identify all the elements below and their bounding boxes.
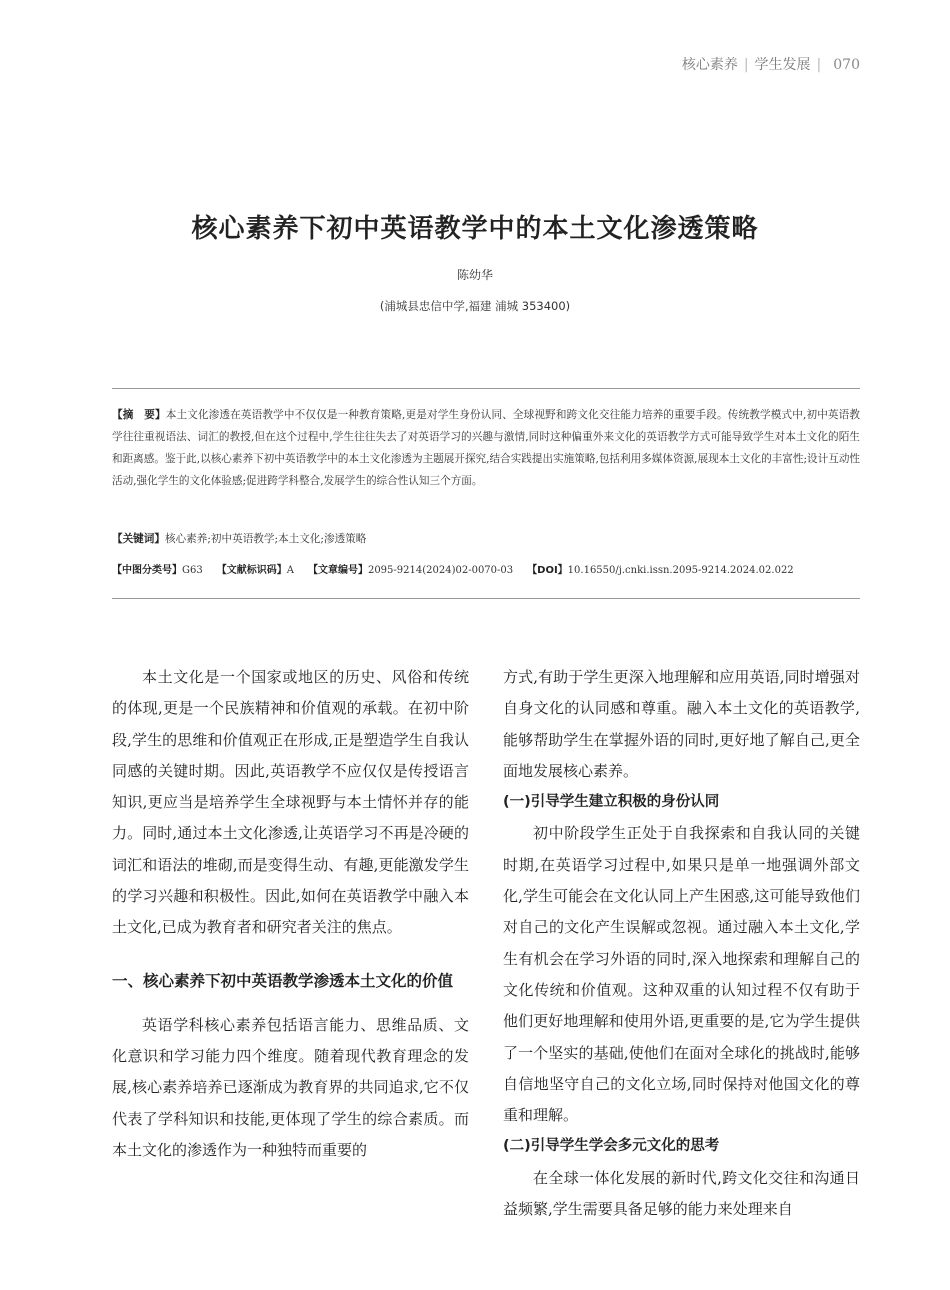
header-tag-1: 核心素养 (681, 57, 738, 73)
author-affiliation: (浦城县忠信中学,福建 浦城 353400) (379, 299, 571, 313)
body-paragraph: 初中阶段学生正处于自我探索和自我认同的关键时期,在英语学习过程中,如果只是单一地强调外部文化,学生可能会在文化认同上产生困惑,这可能导致他们对自己的文化产生误解或忽视。通过融入本土文化,学生有机会在学习外语的同时,深入地探索和理解自己的文化传统和价值观。这种双重的认知过程不仅有助于他们更好地理解和使用外语,更重要的是,它为学生提供了一个坚实的基础,使他们在面对全球化的挑战时,能够自信地坚守自己的文化立场,同时保持对他国文化的尊重和理解。 (503, 824, 860, 1125)
keywords-label: 【关键词】 (112, 533, 165, 545)
clc-value: G63 (182, 565, 203, 576)
doc-code-value: A (286, 565, 294, 576)
subsection-heading: (一)引导学生建立积极的身份认同 (503, 794, 720, 811)
header-tag-2: 学生发展 (754, 57, 811, 73)
bottom-divider (112, 598, 860, 599)
right-column (503, 662, 860, 1225)
top-divider (112, 388, 860, 389)
body-paragraph: 在全球一体化发展的新时代,跨文化交往和沟通日益频繁,学生需要具备足够的能力来处理来自 (503, 1168, 860, 1219)
subsection-heading: (二)引导学生学会多元文化的思考 (503, 1138, 720, 1155)
classification-meta (112, 561, 860, 576)
doc-code-label: 【文献标识码】 (216, 565, 287, 576)
clc-label: 【中图分类号】 (112, 565, 182, 576)
article-title: 核心素养下初中英语教学中的本土文化渗透策略 (191, 214, 759, 244)
abstract (112, 404, 860, 492)
header-separator: | (743, 57, 749, 73)
body-paragraph: 英语学科核心素养包括语言能力、思维品质、文化意识和学习能力四个维度。随着现代教育理念的发展,核心素养培养已逐渐成为教育界的共同追求,它不仅代表了学科知识和技能,更体现了学生的综合素质。而本土文化的渗透作为一种独特而重要的 (112, 1015, 469, 1159)
doi-value: 10.16550/j.cnki.issn.2095-9214.2024.02.022 (567, 565, 794, 576)
page-number: 070 (833, 57, 860, 73)
abstract-text: 本土文化渗透在英语教学中不仅仅是一种教育策略,更是对学生身份认同、全球视野和跨文化交往能力培养的重要手段。传统教学模式中,初中英语教学往往重视语法、词汇的教授,但在这个过程中,学生往往失去了对英语学习的兴趣与激情,同时这种偏重外来文化的英语教学方式可能导致学生对本土文化的陌生和距离感。鉴于此,以核心素养下初中英语教学中的本土文化渗透为主题展开探究,结合实践提出实施策略,包括利用多媒体资源,展现本土文化的丰富性;设计互动性活动,强化学生的文化体验感;促进跨学科整合,发展学生的综合性认知三个方面。 (112, 409, 861, 487)
body-paragraph: 方式,有助于学生更深入地理解和应用英语,同时增强对自身文化的认同感和尊重。融入本土文化的英语教学,能够帮助学生在掌握外语的同时,更好地了解自己,更全面地发展核心素养。 (503, 668, 860, 780)
header-separator: | (816, 57, 822, 73)
left-column (112, 662, 469, 1166)
doi-label: 【DOI】 (527, 565, 568, 576)
section-heading: 一、核心素养下初中英语教学渗透本土文化的价值 (112, 971, 454, 990)
running-header (682, 54, 860, 74)
author-name: 陈幼华 (456, 268, 493, 282)
article-number-value: 2095-9214(2024)02-0070-03 (367, 565, 514, 576)
article-number-label: 【文章编号】 (307, 565, 368, 576)
abstract-label: 【摘 要】 (112, 409, 166, 421)
keywords-text: 核心素养;初中英语教学;本土文化;渗透策略 (164, 533, 367, 545)
body-paragraph: 本土文化是一个国家或地区的历史、风俗和传统的体现,更是一个民族精神和价值观的承载。在初中阶段,学生的思维和价值观正在形成,正是塑造学生自我认同感的关键时期。因此,英语教学不应仅仅是传授语言知识,更应当是培养学生全球视野与本土情怀并存的能力。同时,通过本土文化渗透,让英语学习不再是冷硬的词汇和语法的堆砌,而是变得生动、有趣,更能激发学生的学习兴趣和积极性。因此,如何在英语教学中融入本土文化,已成为教育者和研究者关注的焦点。 (112, 668, 469, 937)
keywords (112, 531, 860, 546)
